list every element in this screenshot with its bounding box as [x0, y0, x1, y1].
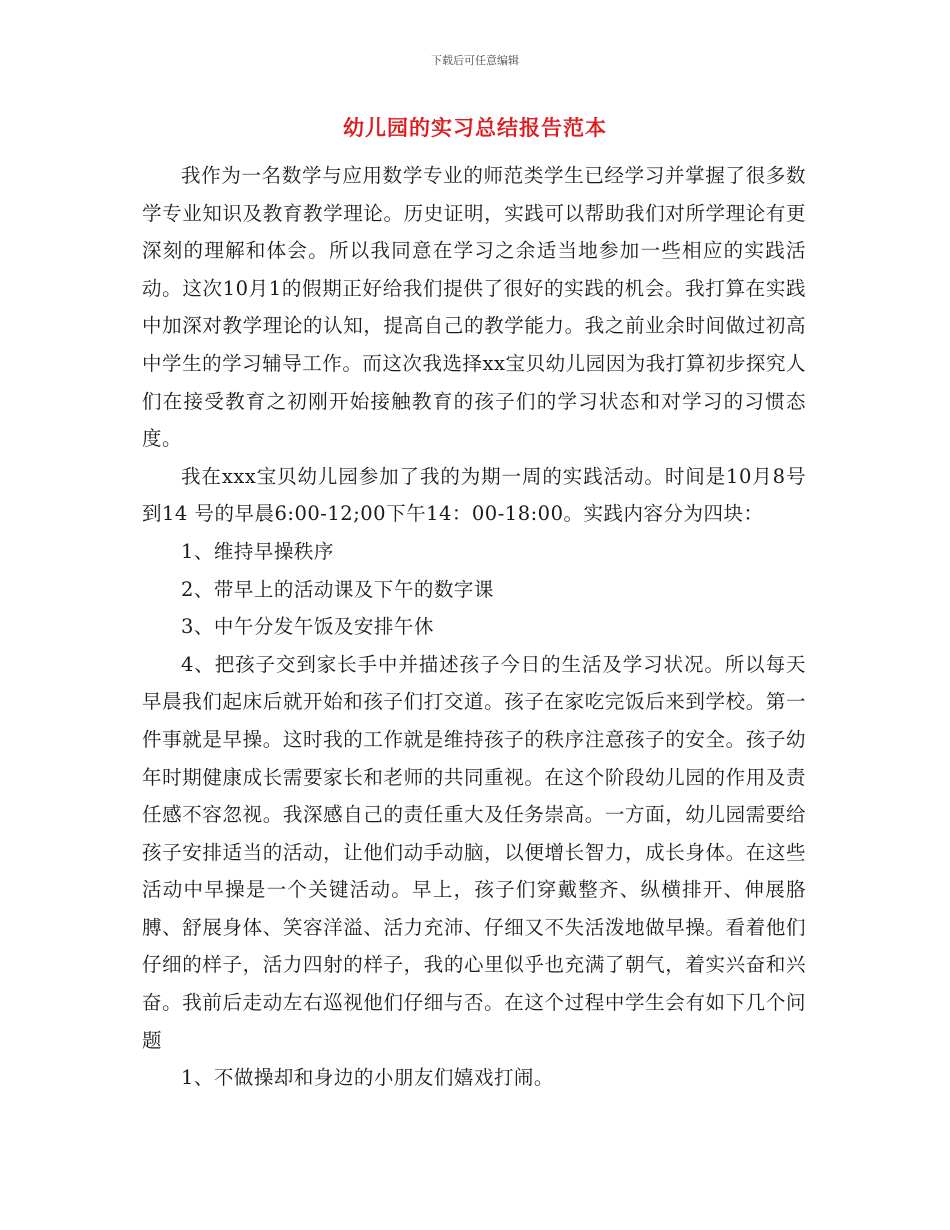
problem-item-1: 1、不做操却和身边的小朋友们嬉戏打闹。	[181, 1066, 554, 1090]
list-item-4: 4、把孩子交到家长手中并描述孩子今日的生活及学习状况。所以每天早晨我们起床后就开始和孩子们打交道。孩子在家吃完饭后来到学校。第一件事就是早操。这时我的工作就是维持孩子的秩序注意孩子的安全。孩子幼年时期健康成长需要家长和老师的共同重视。在这个阶段幼儿园的作用及责任感不容忽视。我深感自己的责任重大及任务崇高。一方面，幼儿园需要给孩子安排适当的活动，让他们动手动脑，以便增长智力，成长身体。在这些活动中早操是一个关键活动。早上，孩子们穿戴整齐、纵横排开、伸展胳膊、舒展身体、笑容洋溢、活力充沛、仔细又不失活泼地做早操。看着他们仔细的样子，活力四射的样子，我的心里似乎也充满了朝气，着实兴奋和兴奋。我前后走动左右巡视他们仔细与否。在这个过程中学生会有如下几个问题	[142, 652, 806, 1052]
list-item-3: 3、中午分发午饭及安排午休	[181, 615, 434, 639]
list-item-1: 1、维持早操秩序	[181, 539, 334, 563]
paragraph-intro: 我作为一名数学与应用数学专业的师范类学生已经学习并掌握了很多数学专业知识及教育教学理论。历史证明，实践可以帮助我们对所学理论有更深刻的理解和体会。所以我同意在学习之余适当地参加一些相应的实践活动。这次10月1的假期正好给我们提供了很好的实践的机会。我打算在实践中加深对教学理论的认知，提高自己的教学能力。我之前业余时间做过初高中学生的学习辅导工作。而这次我选择xx宝贝幼儿园因为我打算初步探究人们在接受教育之初刚开始接触教育的孩子们的学习状态和对学习的习惯态度。	[142, 164, 806, 451]
document-body	[142, 157, 806, 1097]
paragraph-schedule: 我在xxx宝贝幼儿园参加了我的为期一周的实践活动。时间是10月8号到14 号的早晨6:00-12;00下午14：00-18:00。实践内容分为四块：	[142, 464, 806, 526]
header-note: 下载后可任意编辑	[431, 54, 519, 67]
list-item-2: 2、带早上的活动课及下午的数字课	[181, 577, 494, 601]
document-title: 幼儿园的实习总结报告范本	[343, 116, 607, 140]
